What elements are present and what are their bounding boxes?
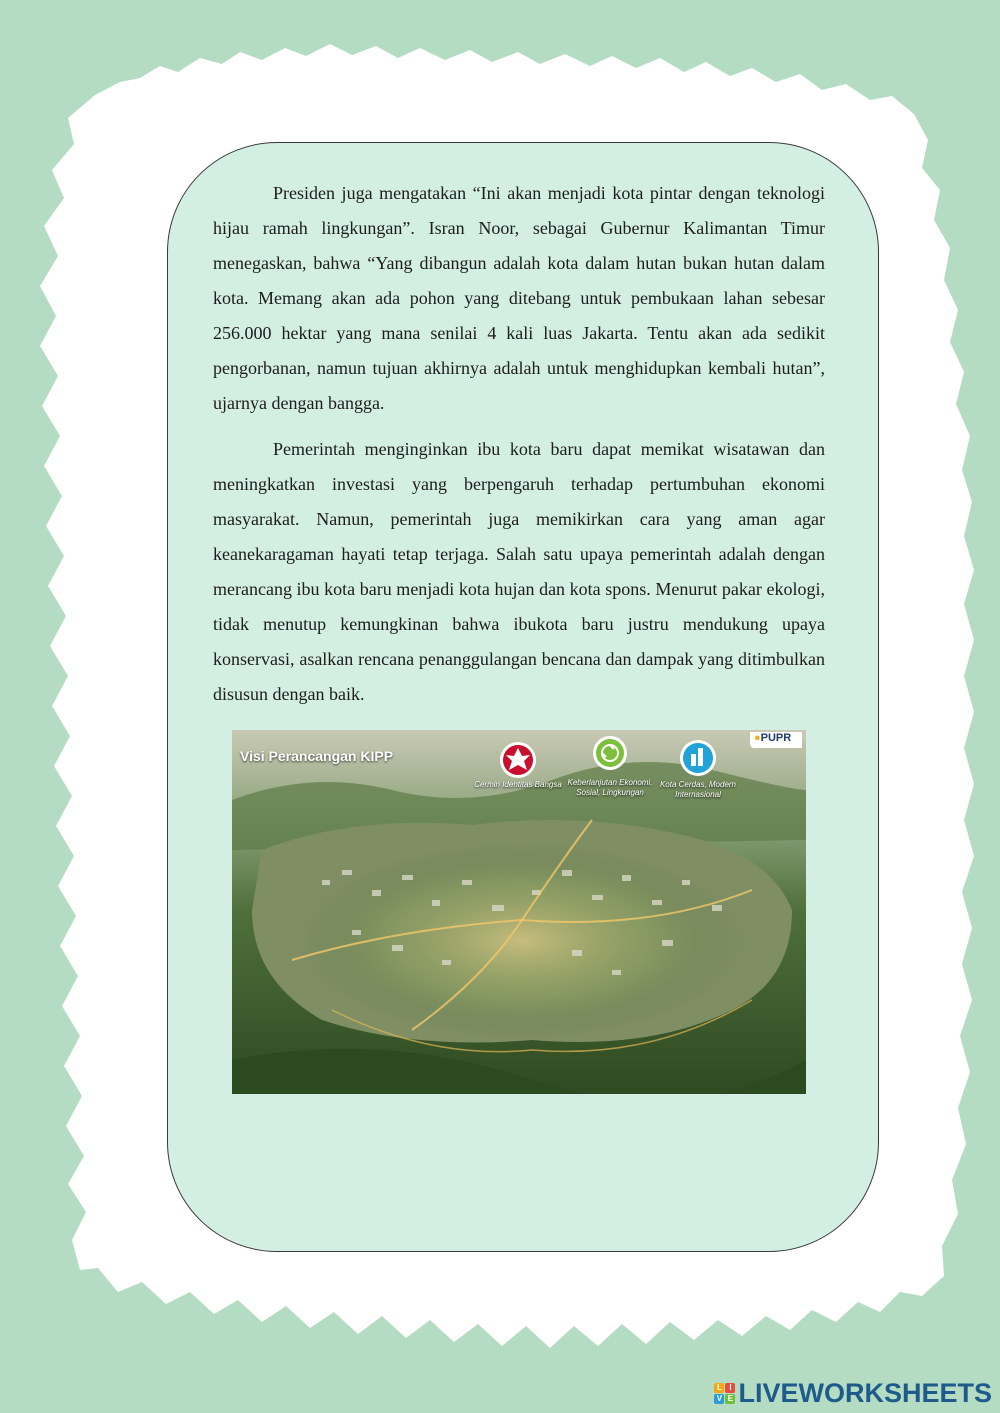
pupr-logo: ●PUPR	[750, 732, 802, 748]
paragraph-2: Pemerintah menginginkan ibu kota baru dapat memikat wisatawan dan meningkatkan investasi yang berpengaruh terhadap pertumbuhan ekonomi masyarakat. Namun, pemerintah juga memikirkan cara yang aman agar keanekaragaman hayati tetap terjaga. Salah satu upaya pemerintah adalah dengan merancang ibu kota baru menjadi kota hujan dan kota spons. Menurut pakar ekologi, tidak menutup kemungkinan bahwa ibukota baru justru mendukung upaya konservasi, asalkan rencana penanggulangan bencana dan dampak yang ditimbulkan disusun dengan baik.	[213, 439, 825, 704]
paragraph-1: Presiden juga mengatakan “Ini akan menjadi kota pintar dengan teknologi hijau ramah lingkungan”. Isran Noor, sebagai Gubernur Kalimantan Timur menegaskan, bahwa “Yang dibangun adalah kota dalam hutan bukan hutan dalam kota. Memang akan ada pohon yang ditebang untuk pembukaan lahan sebesar 256.000 hektar yang mana senilai 4 kali luas Jakarta. Tentu akan ada sedikit pengorbanan, namun tujuan akhirnya adalah untuk menghidupkan kembali hutan”, ujarnya dengan bangga.	[213, 183, 825, 413]
vision-label-3: Kota Cerdas, Modern Internasional	[659, 780, 737, 799]
garuda-icon	[500, 742, 536, 778]
sustainability-icon	[593, 736, 627, 770]
smart-city-icon	[680, 740, 716, 776]
vision-label-1: Cermin Identitas Bangsa	[474, 780, 562, 789]
liveworksheets-cube-icon: L I V E	[714, 1383, 735, 1404]
brand-name: LIVEWORKSHEETS	[738, 1377, 992, 1408]
article-text	[213, 176, 825, 723]
kipp-vision-image	[232, 730, 806, 1094]
liveworksheets-logo[interactable]	[714, 1378, 992, 1408]
vision-label-2: Keberlanjutan Ekonomi, Sosial, Lingkungan	[567, 778, 653, 797]
figure-title: Visi Perancangan KIPP	[240, 748, 394, 764]
